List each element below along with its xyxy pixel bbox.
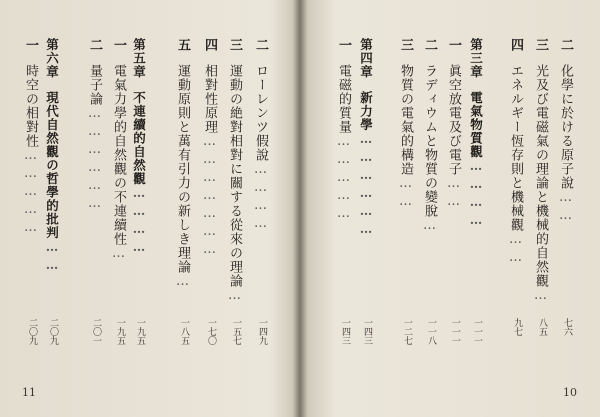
chapter-heading: 第六章現代自然觀の哲學的批判…… — [44, 38, 60, 275]
entry-page: 一五七 — [231, 318, 241, 345]
chapter-title: 電氣物質觀 — [468, 90, 484, 158]
page-number: 11 — [22, 386, 36, 399]
entry-title: 物質の電氣的構造 — [398, 64, 413, 176]
entry-page: 二〇九 — [27, 318, 37, 345]
entry-title: 量子論 — [87, 64, 102, 106]
entry-number: 二 — [87, 38, 102, 52]
chapter-title: 現代自然觀の哲學的批判 — [44, 90, 60, 239]
entry-number: 一 — [23, 38, 38, 52]
toc-entry: 二化學に於ける原子說…… — [558, 38, 573, 226]
page-number: 10 — [563, 386, 577, 399]
entry-page: 一九五 — [115, 318, 125, 345]
entry-page: 二〇九 — [48, 318, 58, 345]
entry-title: エネルギー恆存則と機械觀 — [508, 64, 523, 232]
entry-page: 九七 — [512, 318, 522, 336]
toc-entry: 一時空の相對性…………… — [23, 38, 38, 238]
chapter-label: 第三章 — [468, 38, 484, 79]
entry-title: ラディウムと物質の變脫 — [422, 64, 437, 218]
entry-title: 化學に於ける原子說 — [558, 64, 573, 190]
toc-entry: 一眞空放電及び電子…… — [446, 38, 461, 212]
chapter-label: 第五章 — [131, 38, 147, 79]
entry-page: 一一一 — [450, 318, 460, 345]
entry-number: 三 — [227, 38, 242, 52]
entry-title: ローレンツ假說 — [253, 64, 268, 162]
entry-title: 運動原則と萬有引力の新しき理論 — [175, 64, 190, 274]
right-page — [301, 0, 600, 417]
chapter-title: 不連續的自然觀 — [131, 90, 147, 185]
toc-entry: 二量子論……………… — [87, 38, 102, 214]
chapter-heading: 第五章不連續的自然觀………… — [131, 38, 147, 257]
entry-number: 五 — [175, 38, 190, 52]
entry-page: 七六 — [562, 318, 572, 336]
entry-title: 電磁的質量 — [336, 64, 351, 134]
left-page — [0, 0, 299, 417]
toc-entry: 五運動原則と萬有引力の新しき理論… — [175, 38, 190, 292]
entry-number: 一 — [111, 38, 126, 52]
entry-number: 三 — [533, 38, 548, 52]
entry-title: 電氣力學的自然觀の不連續性 — [111, 64, 126, 246]
entry-page: 一一一 — [472, 318, 482, 345]
toc-entry: 四相對性原理………………… — [202, 38, 217, 260]
entry-number: 三 — [398, 38, 413, 52]
entry-page: 一二七 — [402, 318, 412, 345]
entry-title: 相對性原理 — [202, 64, 217, 134]
chapter-label: 第四章 — [358, 38, 374, 79]
entry-title: 光及び電磁氣の理論と機械的自然觀 — [533, 64, 548, 288]
entry-page: 一四三 — [362, 318, 372, 345]
entry-title: 眞空放電及び電子 — [446, 64, 461, 176]
chapter-label: 第六章 — [44, 38, 60, 79]
toc-entry: 三光及び電磁氣の理論と機械的自然觀… — [533, 38, 548, 306]
entry-number: 二 — [253, 38, 268, 52]
entry-page: 二〇一 — [91, 318, 101, 345]
entry-page: 一四九 — [257, 318, 267, 345]
toc-entry: 二ローレンツ假說………… — [253, 38, 268, 234]
entry-number: 二 — [558, 38, 573, 52]
entry-number: 二 — [422, 38, 437, 52]
entry-title: 時空の相對性 — [23, 64, 38, 148]
entry-page: 一一八 — [426, 318, 436, 345]
toc-entry: 三運動の絶對相對に關する從來の理論… — [227, 38, 242, 306]
entry-number: 一 — [336, 38, 351, 52]
entry-number: 一 — [446, 38, 461, 52]
entry-title: 運動の絶對相對に關する從來の理論 — [227, 64, 242, 288]
toc-entry: 四エネルギー恆存則と機械觀…… — [508, 38, 523, 268]
entry-page: 一九五 — [135, 318, 145, 345]
entry-page: 八五 — [537, 318, 547, 336]
toc-entry: 一電氣力學的自然觀の不連續性… — [111, 38, 126, 264]
entry-page: 一七〇 — [206, 318, 216, 345]
toc-entry: 二ラディウムと物質の變脫… — [422, 38, 437, 236]
toc-entry: 一電磁的質量…………… — [336, 38, 351, 224]
entry-number: 四 — [202, 38, 217, 52]
entry-page: 一四三 — [340, 318, 350, 345]
chapter-heading: 第三章電氣物質觀………… — [468, 38, 484, 230]
entry-page: 一八五 — [179, 318, 189, 345]
toc-entry: 三物質の電氣的構造…… — [398, 38, 413, 212]
entry-number: 四 — [508, 38, 523, 52]
chapter-title: 新力學 — [358, 90, 374, 131]
chapter-heading: 第四章新力學……………… — [358, 38, 374, 239]
